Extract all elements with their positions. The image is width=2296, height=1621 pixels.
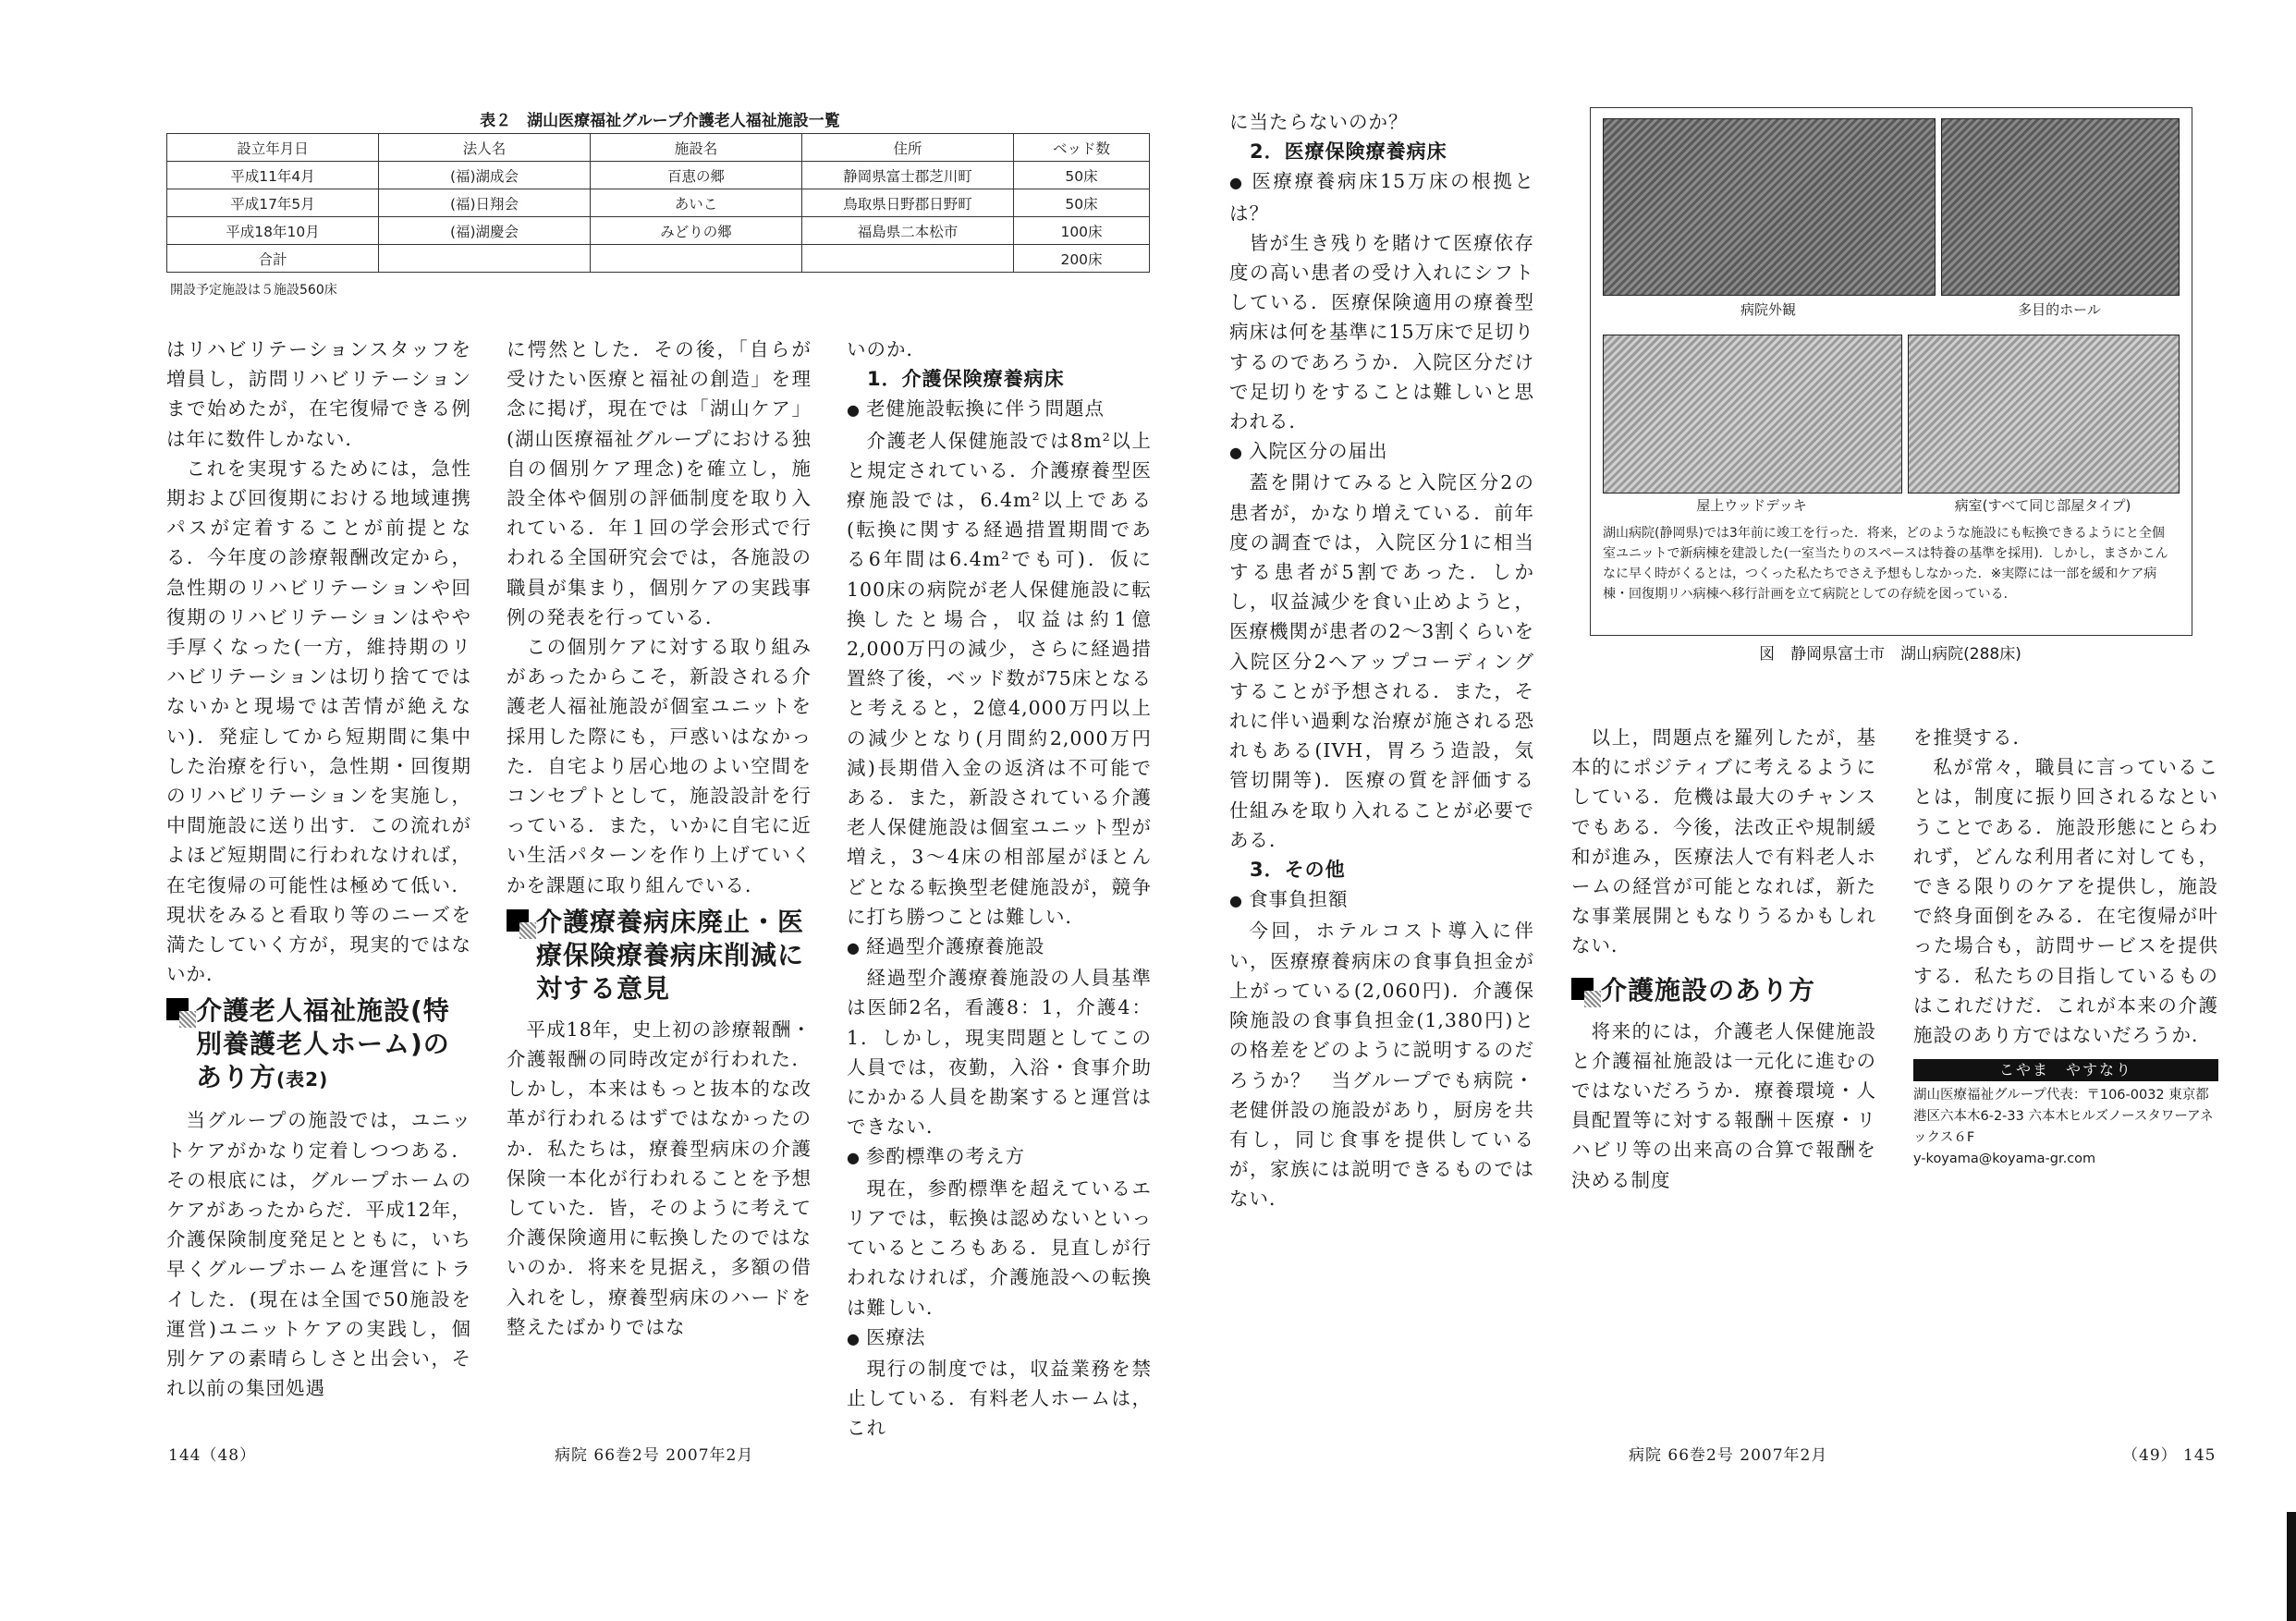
paragraph: 経過型介護療養施設の人員基準は医師2名，看護8：1，介護4：1．しかし，現実問題としてこの人員では，夜勤，入浴・食事介助にかかる人員を勘案すると運営はできない． xyxy=(847,967,1152,1139)
table-cell: あいこ xyxy=(591,189,802,217)
bullet-heading: ● 参酌標準の考え方 xyxy=(847,1141,1152,1173)
table-cell: 50床 xyxy=(1014,162,1150,189)
subheading: 3．その他 xyxy=(1250,859,1346,882)
paragraph: はリハビリテーションスタッフを増員し，訪問リハビリテーションまで始めたが，在宅復帰できる例は年に数件しかない． xyxy=(166,338,471,450)
section-heading-text: 介護施設のあり方 xyxy=(1601,974,1816,1006)
table-row xyxy=(167,217,1150,245)
text-column-6 xyxy=(1913,723,2218,1170)
paragraph: 今回，ホテルコスト導入に伴い，医療療養病床の食事負担金が上がっている(2,060円)．介護保険施設の食事負担金(1,380円)との格差をどのように説明するのだろうか？ 当グループでも病院・老健併設の施設があり，厨房を共有し，同じ食事を提供しているが，家族には説明できるものではない． xyxy=(1229,920,1534,1211)
table-total-label: 合計 xyxy=(167,245,379,273)
paragraph: 当グループの施設では，ユニットケアがかなり定着しつつある．その根底には，グループホームのケアがあったからだ．平成12年，介護保険制度発足とともに，いち早くグループホームを運営にトライした．(現在は全国で50施設を運営)ユニットケアの実践し，個別ケアの素晴らしさと出会い，それ以前の集団処遇 xyxy=(166,1109,471,1400)
table-cell: 静岡県富士郡芝川町 xyxy=(802,162,1014,189)
photo-caption: 多目的ホール xyxy=(2018,301,2101,318)
table-row xyxy=(167,162,1150,189)
section-heading xyxy=(166,994,471,1096)
paragraph: この個別ケアに対する取り組みがあったからこそ，新設される介護老人福祉施設が個室ユニットを採用した際にも，戸惑いはなかった．自宅より居心地のよい空間をコンセプトとして，施設設計を行っている．また，いかに自宅に近い生活パターンを作り上げていくかを課題に取り組んでいる． xyxy=(507,636,812,896)
bullet-heading: ● 医療療養病床15万床の根拠とは？ xyxy=(1229,166,1534,227)
table-cell-empty xyxy=(379,245,591,273)
section-marker-icon xyxy=(507,909,529,932)
paragraph: 以上，問題点を羅列したが，基本的にポジティブに考えるようにしている．危機は最大のチャンスでもある．今後，法改正や規制緩和が進み，医療法人で有料老人ホームの経営が可能となれば，新たな事業展開ともなりうるかもしれない． xyxy=(1571,726,1876,957)
bullet-heading: ● 食事負担額 xyxy=(1229,884,1534,916)
paragraph: 将来的には，介護老人保健施設と介護福祉施設は一元化に進むのではないだろうか．療養環境・人員配置等に対する報酬＋医療・リハビリ等の出来高の合算で報酬を決める制度 xyxy=(1571,1019,1876,1191)
table-cell: (福)湖成会 xyxy=(379,162,591,189)
table-cell: 100床 xyxy=(1014,217,1150,245)
table-header: ベッド数 xyxy=(1014,134,1150,162)
table-cell-empty xyxy=(591,245,802,273)
table-header: 住所 xyxy=(802,134,1014,162)
table-cell: 福島県二本松市 xyxy=(802,217,1014,245)
table-title: 表２ 湖山医療福祉グループ介護老人福祉施設一覧 xyxy=(480,112,840,130)
section-heading xyxy=(507,906,812,1006)
figure-title: 図 静岡県富士市 湖山病院(288床) xyxy=(1759,645,2021,664)
table-note: 開設予定施設は５施設560床 xyxy=(170,283,337,298)
table-row xyxy=(167,189,1150,217)
paragraph: これを実現するためには，急性期および回復期における地域連携パスが定着することが前提となる．今年度の診療報酬改定から，急性期のリハビリテーションや回復期のリハビリテーションはやや手厚くなった(一方，維持期のリハビリテーションは切り捨てではないかと現場では苦情が絶えない)．発症してから短期間に集中した治療を行い，急性期・回復期のリハビリテーションを実施し，中間施設に送り出す．この流れがよほど短期間に行われなければ，在宅復帰の可能性は極めて低い．現状をみると看取り等のニーズを満たしていく方が，現実的ではないか． xyxy=(166,457,471,986)
table-cell: 平成17年5月 xyxy=(167,189,379,217)
paragraph: 現在，参酌標準を超えているエリアでは，転換は認めないといっているところもある．見直しが行われなければ，介護施設への転換は難しい． xyxy=(847,1176,1152,1319)
roof-deck-photo xyxy=(1603,335,1902,494)
hospital-exterior-photo xyxy=(1603,118,1936,296)
section-marker-icon xyxy=(1571,978,1594,1000)
table-cell: 50床 xyxy=(1014,189,1150,217)
paragraph: 現行の制度では，収益業務を禁止している．有料老人ホームは，これ xyxy=(847,1357,1152,1440)
photo-caption: 屋上ウッドデッキ xyxy=(1696,497,1807,514)
subheading: 2．医療保険療養病床 xyxy=(1250,140,1447,164)
hall-photo xyxy=(1941,118,2180,296)
text-column-3 xyxy=(847,335,1152,1444)
table-header: 設立年月日 xyxy=(167,134,379,162)
table-cell: 平成18年10月 xyxy=(167,217,379,245)
paragraph: 蓋を開けてみると入院区分2の患者が，かなり増えている．前年度の調査では，入院区分1に相当する患者が5割であった．しかし，収益減少を食い止めようと，医療機関が患者の2～3割くらいを入院区分2へアップコーディングすることが予想される．また，それに伴い過剰な治療が施される恐れもある(IVH，胃ろう造設，気管切開等)．医療の質を評価する仕組みを取り入れることが必要である． xyxy=(1229,471,1534,851)
photo-caption: 病室(すべて同じ部屋タイプ) xyxy=(1954,497,2131,514)
table-cell: (福)日翔会 xyxy=(379,189,591,217)
journal-info-left: 病院 66巻2号 2007年2月 xyxy=(555,1446,754,1465)
scan-edge-mark xyxy=(2287,1512,2296,1621)
section-heading-text: 介護老人福祉施設(特別養護老人ホーム)のあり方 xyxy=(196,995,450,1093)
paragraph: 平成18年，史上初の診療報酬・介護報酬の同時改定が行われた．しかし，本来はもっと抜本的な改革が行われるはずではなかったのか．私たちは，療養型病床の介護保険一本化が行われることを予想していた．皆，そのように考えて介護保険適用に転換したのではないのか．将来を見据え，多額の借入れをし，療養型病床のハードを整えたばかりではな xyxy=(507,1018,812,1338)
author-affiliation: 湖山医療福祉グループ代表：〒106-0032 東京都港区六本木6-2-33 六本木ヒルズノースタワーアネックス６F xyxy=(1913,1088,2214,1146)
patient-room-photo xyxy=(1908,335,2180,494)
figure-caption-text: 湖山病院(静岡県)では3年前に竣工を行った．将来，どのような施設にも転換できるようにと全個室ユニットで新病棟を建設した(一室当たりのスペースは特養の基準を採用)．しかし，まさかこんなに早く時がくるとは，つくった私たちでさえ予想もしなかった．※実際には一部を緩和ケア病棟・回復期リハ病棟へ移行計画を立て病院としての存続を図っている． xyxy=(1603,526,2168,602)
section-heading-text: 介護療養病床廃止・医療保険療養病床削減に対する意見 xyxy=(536,906,805,1004)
author-name: こやま やすなり xyxy=(1913,1059,2218,1081)
subheading: 1．介護保険療養病床 xyxy=(867,368,1065,391)
table-total-row xyxy=(167,245,1150,273)
paragraph: に愕然とした．その後，「自らが受けたい医療と福祉の創造」を理念に掲げ，現在では「湖山ケア」(湖山医療福祉グループにおける独自の個別ケア理念)を確立し，施設全体や個別の評価制度を取り入れている．年１回の学会形式で行われる全国研究会では，各施設の職員が集まり，個別ケアの実践事例の発表を行っている． xyxy=(507,338,812,628)
bullet-heading: ● 経過型介護療養施設 xyxy=(847,932,1152,963)
photo-caption: 病院外観 xyxy=(1740,301,1796,318)
table-cell: 鳥取県日野郡日野町 xyxy=(802,189,1014,217)
author-email: y-koyama@koyama-gr.com xyxy=(1913,1152,2096,1167)
page-number-left: 144（48） xyxy=(168,1446,257,1465)
section-heading xyxy=(1571,974,1876,1007)
text-column-5 xyxy=(1571,723,1876,1195)
paragraph: 皆が生き残りを賭けて医療依存度の高い患者の受け入れにシフトしている．医療保険適用の療養型病床は何を基準に15万床で足切りするのであろうか．入院区分だけで足切りをすることは難しいと思われる． xyxy=(1229,231,1534,433)
bullet-heading: ● 医療法 xyxy=(847,1322,1152,1354)
table-cell: みどりの郷 xyxy=(591,217,802,245)
page-number-right: （49） 145 xyxy=(2122,1446,2217,1465)
table-total-value: 200床 xyxy=(1014,245,1150,273)
section-heading-ref: (表2) xyxy=(276,1068,329,1091)
paragraph: 介護老人保健施設では8m²以上と規定されている．介護療養型医療施設では，6.4m²以上である(転換に関する経過措置期間である6年間は6.4m²でも可)．仮に100床の病院が老人保健施設に転換したと場合，収益は約1億2,000万円の減少，さらに経過措置終了後，ベッド数が75床となると考えると，2億4,000万円以上の減少となり(月間約2,000万円減)長期借入金の返済は不可能である．また，新設されている介護老人保健施設は個室ユニット型が増え，3～4床の相部屋がほとんどとなる転換型老健施設が，競争に打ち勝つことは難しい． xyxy=(847,429,1152,928)
paragraph: いのか． xyxy=(847,338,926,360)
text-column-2 xyxy=(507,335,812,1342)
paragraph: 私が常々，職員に言っていることは，制度に振り回されるなということである．施設形態にとらわれず，どんな利用者に対しても，できる限りのケアを提供し，施設で終身面倒をみる．在宅復帰が叶った場合も，訪問サービスを提供する．私たちの目指しているものはこれだけだ．これが本来の介護施設のあり方ではないだろうか． xyxy=(1913,756,2218,1047)
table-header-row xyxy=(167,134,1150,162)
table-header: 法人名 xyxy=(379,134,591,162)
facility-table-wrap xyxy=(166,133,1150,273)
bullet-heading: ● 入院区分の届出 xyxy=(1229,436,1534,468)
paragraph: に当たらないのか？ xyxy=(1229,111,1409,133)
paragraph: を推奨する． xyxy=(1913,726,2033,749)
table-header: 施設名 xyxy=(591,134,802,162)
text-column-4 xyxy=(1229,107,1534,1214)
facility-table xyxy=(166,133,1150,273)
table-cell: (福)湖慶会 xyxy=(379,217,591,245)
section-marker-icon xyxy=(166,998,189,1020)
table-cell: 平成11年4月 xyxy=(167,162,379,189)
bullet-heading: ● 老健施設転換に伴う問題点 xyxy=(847,394,1152,425)
text-column-1 xyxy=(166,335,471,1404)
table-cell: 百恵の郷 xyxy=(591,162,802,189)
table-cell-empty xyxy=(802,245,1014,273)
journal-info-right: 病院 66巻2号 2007年2月 xyxy=(1629,1446,1828,1465)
